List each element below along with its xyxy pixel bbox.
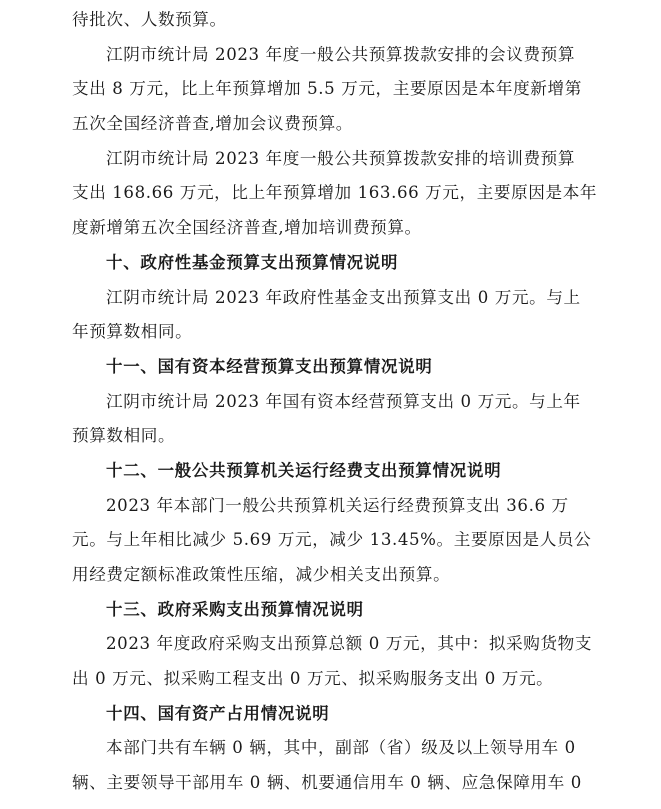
paragraph-line: 支出 8 万元，比上年预算增加 5.5 万元，主要原因是本年度新增第: [72, 79, 582, 98]
section-heading: 十、政府性基金预算支出预算情况说明: [106, 253, 399, 272]
section-heading: 十二、一般公共预算机关运行经费支出预算情况说明: [106, 461, 502, 480]
section-heading: 十三、政府采购支出预算情况说明: [106, 600, 364, 619]
paragraph-line: 辆、主要领导干部用车 0 辆、机要通信用车 0 辆、应急保障用车 0: [72, 773, 582, 792]
paragraph-line: 待批次、人数预算。: [72, 10, 227, 29]
section-heading: 十四、国有资产占用情况说明: [106, 704, 330, 723]
paragraph-line: 2023 年度政府采购支出预算总额 0 万元，其中：拟采购货物支: [106, 634, 593, 653]
paragraph-line: 预算数相同。: [72, 426, 176, 445]
paragraph-line: 支出 168.66 万元，比上年预算增加 163.66 万元，主要原因是本年: [72, 183, 598, 202]
paragraph-line: 江阴市统计局 2023 年度一般公共预算拨款安排的培训费预算: [106, 149, 576, 168]
paragraph-line: 江阴市统计局 2023 年政府性基金支出预算支出 0 万元。与上: [106, 288, 581, 307]
paragraph-line: 元。与上年相比减少 5.69 万元，减少 13.45%。主要原因是人员公: [72, 530, 592, 549]
section-heading: 十一、国有资本经营预算支出预算情况说明: [106, 357, 433, 376]
paragraph-line: 本部门共有车辆 0 辆，其中，副部（省）级及以上领导用车 0: [106, 738, 576, 757]
paragraph-line: 五次全国经济普查,增加会议费预算。: [72, 114, 353, 133]
paragraph-line: 江阴市统计局 2023 年度一般公共预算拨款安排的会议费预算: [106, 45, 576, 64]
paragraph-line: 度新增第五次全国经济普查,增加培训费预算。: [72, 218, 422, 237]
paragraph-line: 江阴市统计局 2023 年国有资本经营预算支出 0 万元。与上年: [106, 392, 581, 411]
paragraph-line: 年预算数相同。: [72, 322, 193, 341]
paragraph-line: 用经费定额标准政策性压缩，减少相关支出预算。: [72, 565, 451, 584]
paragraph-line: 出 0 万元、拟采购工程支出 0 万元、拟采购服务支出 0 万元。: [72, 669, 554, 688]
paragraph-line: 2023 年本部门一般公共预算机关运行经费预算支出 36.6 万: [106, 496, 569, 515]
